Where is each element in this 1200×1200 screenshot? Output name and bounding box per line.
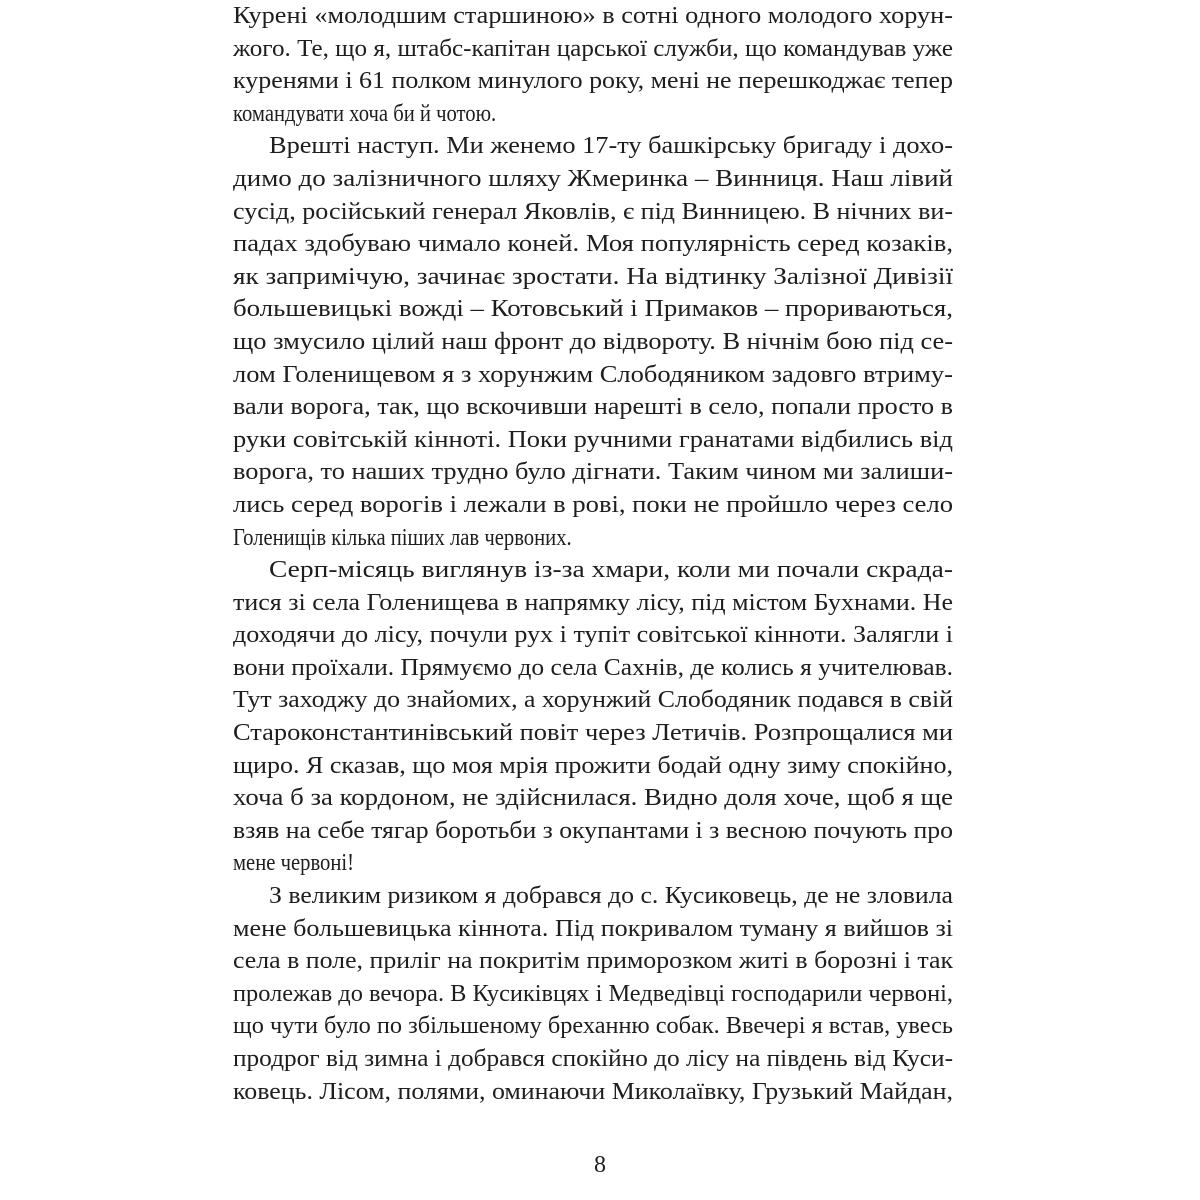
text-line: [233, 391, 953, 424]
paragraph-first-line: [233, 554, 953, 587]
text-line: [233, 489, 953, 522]
page-number: 8: [594, 1152, 606, 1178]
text-line: [233, 913, 953, 946]
text-line: [233, 717, 953, 750]
line-text: Голенищів кілька піших лав червоних.: [233, 524, 572, 551]
text-line: [233, 1076, 953, 1109]
line-text: щиро. Я сказав, що моя мрія прожити бодай одну зиму спокійно,: [233, 752, 953, 779]
line-text: сусід, російський генерал Яковлів, є під Винницею. В нічних ви-: [233, 198, 953, 225]
text-line: [233, 293, 953, 326]
text-line: [233, 782, 953, 815]
text-line: [233, 359, 953, 392]
line-text: що чути було по збільшеному бреханню собак. Ввечері я встав, увесь: [233, 1013, 953, 1040]
line-text: доходячи до лісу, почули рух і тупіт совітської кінноти. Залягли і: [233, 622, 953, 649]
book-page-text: [233, 0, 953, 1108]
text-line: [233, 522, 953, 555]
line-text: пролежав до вечора. В Кусиківцях і Медведівці господарили червоні,: [233, 980, 953, 1007]
paragraph-first-line: [233, 880, 953, 913]
text-line: [233, 945, 953, 978]
line-text: З великим ризиком я добрався до с. Кусиковець, де не зловила: [269, 883, 953, 910]
text-line: [233, 750, 953, 783]
text-line: [233, 65, 953, 98]
line-text: руки совітській кінноті. Поки ручними гранатами відбились від: [233, 426, 953, 453]
line-text: Серп-місяць виглянув із-за хмари, коли ми почали скрада-: [269, 557, 953, 584]
line-text: падах здобуваю чимало коней. Моя популярність серед козаків,: [233, 231, 953, 258]
text-line: [233, 163, 953, 196]
text-line: [233, 652, 953, 685]
text-line: [233, 1043, 953, 1076]
line-text: взяв на себе тягар боротьби з окупантами і з весною почують про: [233, 817, 953, 844]
text-line: [233, 196, 953, 229]
text-line: [233, 684, 953, 717]
line-text: димо до залізничного шляху Жмеринка – Винниця. Наш лівий: [233, 165, 953, 192]
text-line: [233, 98, 953, 131]
text-line: [233, 424, 953, 457]
line-text: мене червоні!: [233, 850, 355, 877]
line-text: ворога, то наших трудно було дігнати. Таким чином ми залиши-: [233, 459, 953, 486]
text-line: [233, 587, 953, 620]
line-text: вони проїхали. Прямуємо до села Сахнів, де колись я учителював.: [233, 654, 953, 681]
line-text: командувати хоча би й чотою.: [233, 100, 497, 127]
line-text: Тут заходжу до знайомих, а хорунжий Слободяник подався в свій: [233, 687, 953, 714]
line-text: Врешті наступ. Ми женемо 17-ту башкірську бригаду і дохо-: [269, 133, 953, 160]
text-line: [233, 326, 953, 359]
text-line: [233, 619, 953, 652]
line-text: лись серед ворогів і лежали в рові, поки не пройшло через село: [233, 491, 953, 518]
text-line: [233, 0, 953, 33]
text-line: [233, 261, 953, 294]
text-line: [233, 456, 953, 489]
line-text: Курені «молодшим старшиною» в сотні одного молодого хорун-: [233, 3, 953, 29]
line-text: хоча б за кордоном, не здійснилася. Видно доля хоче, щоб я ще: [233, 785, 953, 812]
line-text: куренями і 61 полком минулого року, мені не перешкоджає тепер: [233, 68, 953, 95]
text-line: [233, 815, 953, 848]
text-line: [233, 1010, 953, 1043]
text-line: [233, 847, 953, 880]
text-line: [233, 228, 953, 261]
text-line: [233, 33, 953, 66]
paragraph-first-line: [233, 130, 953, 163]
line-text: большевицькі вожді – Котовський і Примаков – прориваються,: [233, 296, 953, 323]
line-text: як запримічую, зачинає зростати. На відтинку Залізної Дивізії: [233, 263, 953, 290]
line-text: села в поле, приліг на покритім приморозком житі в борозні і так: [233, 948, 953, 975]
line-text: продрог від зимна і добрався спокійно до лісу на південь від Куси-: [233, 1046, 953, 1072]
line-text: жого. Те, що я, штабс-капітан царської служби, що командував уже: [233, 35, 953, 62]
line-text: мене большевицька кіннота. Під покривалом туману я вийшов зі: [233, 915, 953, 942]
line-text: вали ворога, так, що вскочивши нарешті в село, попали просто в: [233, 394, 953, 421]
line-text: тися зі села Голенищева в напрямку лісу, під містом Бухнами. Не: [233, 589, 953, 616]
line-text: Староконстантинівський повіт через Летичів. Розпрощалися ми: [233, 720, 953, 747]
line-text: ковець. Лісом, полями, оминаючи Миколаївку, Грузький Майдан,: [233, 1078, 953, 1105]
text-line: [233, 978, 953, 1011]
line-text: що змусило цілий наш фронт до відвороту. В нічнім бою під се-: [233, 328, 953, 355]
line-text: лом Голенищевом я з хорунжим Слободяником задовго втриму-: [233, 361, 953, 388]
